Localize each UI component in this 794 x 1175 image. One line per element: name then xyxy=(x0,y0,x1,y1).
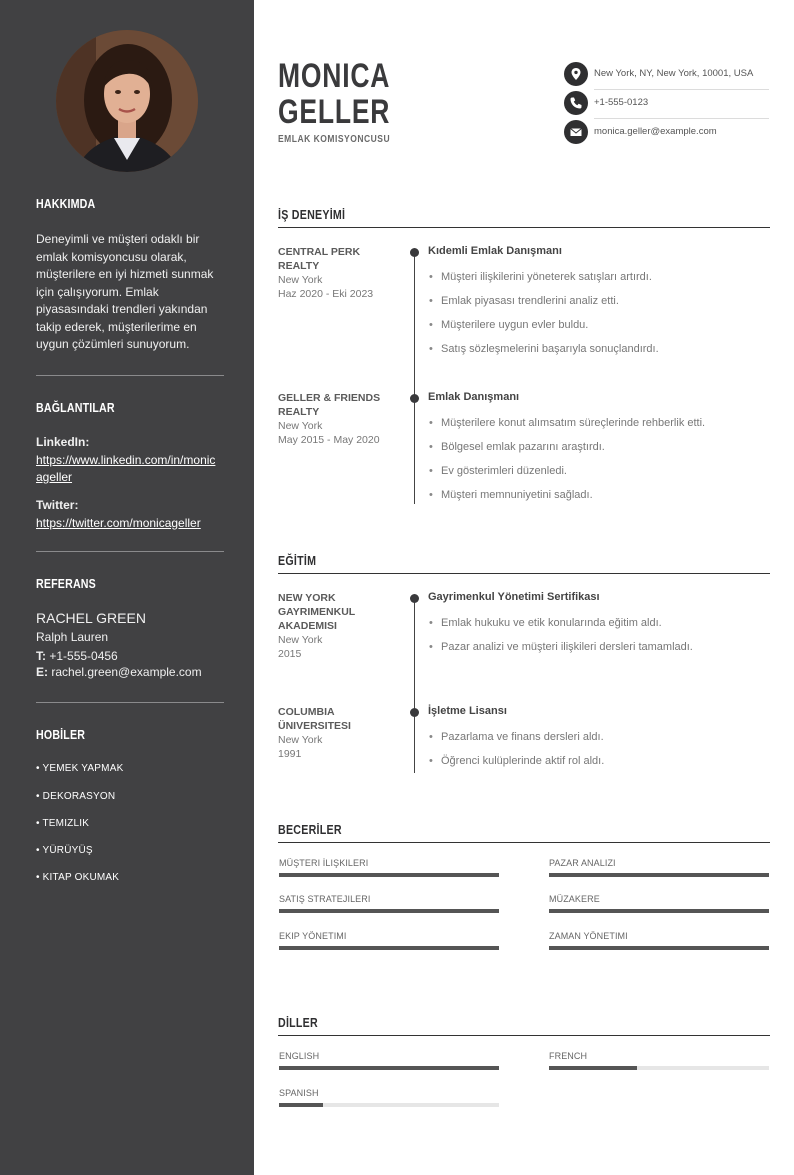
job-title: EMLAK KOMISYONCUSU xyxy=(278,134,391,145)
job-bullet: • Müşterilere uygun evler buldu. xyxy=(429,319,588,331)
skill-bar-fill xyxy=(549,946,769,950)
education-bullet: • Emlak hukuku ve etik konularında eğitim aldı. xyxy=(429,617,662,629)
company-location: New York xyxy=(278,274,323,286)
about-heading: HAKKIMDA xyxy=(36,196,96,211)
timeline-dot xyxy=(410,394,419,403)
section-rule xyxy=(278,573,770,574)
school-location: New York xyxy=(278,734,323,746)
job-bullet: • Müşterilere konut alımsatım süreçlerinde rehberlik etti. xyxy=(429,417,705,429)
education-bullet: • Pazarlama ve finans dersleri aldı. xyxy=(429,731,604,743)
experience-heading: İŞ DENEYİMİ xyxy=(278,207,346,222)
skill-bar-fill xyxy=(549,909,769,913)
skill-name: MÜŞTERI İLIŞKILERI xyxy=(279,858,369,868)
profile-photo xyxy=(56,30,198,172)
job-bullet: • Müşteri memnuniyetini sağladı. xyxy=(429,489,593,501)
experience-org xyxy=(278,245,396,301)
job-bullet: • Satış sözleşmelerini başarıyla sonuçlandırdı. xyxy=(429,343,659,355)
company-location: New York xyxy=(278,420,323,432)
sidebar xyxy=(0,0,254,1175)
skill-bar xyxy=(279,909,499,913)
skill-bar-fill xyxy=(279,909,499,913)
timeline-dot xyxy=(410,708,419,717)
contact-phone xyxy=(564,91,769,120)
reference-email xyxy=(36,664,222,682)
reference-phone xyxy=(36,648,222,666)
contact-email xyxy=(564,120,769,149)
degree-title: İşletme Lisansı xyxy=(428,705,507,717)
language-name: FRENCH xyxy=(549,1051,588,1061)
reference-phone-value: +1-555-0456 xyxy=(49,649,118,663)
school-name: COLUMBIA ÜNIVERSITESI xyxy=(278,706,351,732)
last-name: GELLER xyxy=(278,93,391,131)
job-dates: Haz 2020 - Eki 2023 xyxy=(278,288,374,300)
skill-item xyxy=(279,858,499,868)
divider xyxy=(36,375,224,376)
job-bullet: • Ev gösterimleri düzenledi. xyxy=(429,465,567,477)
twitter-link[interactable]: https://twitter.com/monicageller xyxy=(36,515,201,530)
timeline-dot xyxy=(410,594,419,603)
section-rule xyxy=(278,842,770,843)
education-org xyxy=(278,705,396,761)
hobbies-heading: HOBİLER xyxy=(36,727,86,742)
envelope-icon xyxy=(564,120,588,144)
divider xyxy=(594,118,769,119)
linkedin-block xyxy=(36,434,222,487)
skill-bar-fill xyxy=(279,946,499,950)
company-name: CENTRAL PERK REALTY xyxy=(278,246,361,272)
language-bar xyxy=(549,1066,769,1070)
location-pin-icon xyxy=(564,62,588,86)
skill-bar-fill xyxy=(549,873,769,877)
divider xyxy=(36,551,224,552)
divider xyxy=(36,702,224,703)
first-name: MONICA xyxy=(278,57,391,95)
skill-name: ZAMAN YÖNETIMI xyxy=(549,931,628,941)
email-text[interactable]: monica.geller@example.com xyxy=(594,126,717,137)
hobby-item: • YÜRÜYÜŞ xyxy=(36,845,93,856)
linkedin-link[interactable]: https://www.linkedin.com/in/monicageller xyxy=(36,452,216,484)
language-bar xyxy=(279,1066,499,1070)
school-location: New York xyxy=(278,634,323,646)
skill-item xyxy=(279,931,499,941)
experience-org xyxy=(278,391,396,447)
job-bullet: • Bölgesel emlak pazarını araştırdı. xyxy=(429,441,605,453)
skill-bar-fill xyxy=(279,873,499,877)
reference-name: RACHEL GREEN xyxy=(36,610,146,626)
job-bullet: • Emlak piyasası trendlerini analiz etti. xyxy=(429,295,619,307)
twitter-block xyxy=(36,497,222,532)
language-bar xyxy=(279,1103,499,1107)
skill-item xyxy=(549,858,769,868)
job-role: Kıdemli Emlak Danışmanı xyxy=(428,245,562,257)
school-year: 1991 xyxy=(278,748,302,760)
skill-bar xyxy=(279,946,499,950)
contact-address xyxy=(564,62,769,91)
about-text: Deneyimli ve müşteri odaklı bir emlak komisyoncusu olarak, müşterilere en iyi hizmeti sunmak için çalışıyorum. Emlak piyasasındaki trendleri yakından takip ederek, müşterilerime en uygun çözümleri sunuyorum. xyxy=(36,232,214,351)
skill-name: MÜZAKERE xyxy=(549,894,600,904)
language-name: SPANISH xyxy=(279,1088,319,1098)
reference-phone-label: T: xyxy=(36,649,46,663)
address-text: New York, NY, New York, 10001, USA xyxy=(594,68,754,79)
section-rule xyxy=(278,227,770,228)
skill-item xyxy=(549,894,769,904)
language-bar-fill xyxy=(549,1066,637,1070)
full-name xyxy=(278,58,390,130)
skill-bar xyxy=(549,946,769,950)
education-bullet: • Pazar analizi ve müşteri ilişkileri dersleri tamamladı. xyxy=(429,641,693,653)
company-name: GELLER & FRIENDS REALTY xyxy=(278,392,381,418)
skills-heading: BECERİLER xyxy=(278,822,342,837)
twitter-label: Twitter: xyxy=(36,498,79,512)
job-dates: May 2015 - May 2020 xyxy=(278,434,380,446)
linkedin-label: LinkedIn: xyxy=(36,435,90,449)
reference-company: Ralph Lauren xyxy=(36,630,109,644)
phone-icon xyxy=(564,91,588,115)
education-org xyxy=(278,591,396,661)
reference-email-label: E: xyxy=(36,665,48,679)
education-bullet: • Öğrenci kulüplerinde aktif rol aldı. xyxy=(429,755,604,767)
reference-heading: REFERANS xyxy=(36,576,96,591)
links-heading: BAĞLANTILAR xyxy=(36,400,115,415)
language-bar-fill xyxy=(279,1066,499,1070)
school-name: NEW YORK GAYRIMENKUL AKADEMISI xyxy=(278,592,356,632)
skill-bar xyxy=(549,909,769,913)
degree-title: Gayrimenkul Yönetimi Sertifikası xyxy=(428,591,600,603)
hobby-item: • TEMIZLIK xyxy=(36,818,90,829)
job-role: Emlak Danışmanı xyxy=(428,391,520,403)
language-name: ENGLISH xyxy=(279,1051,320,1061)
skill-name: EKIP YÖNETIMI xyxy=(279,931,347,941)
languages-heading: DİLLER xyxy=(278,1015,318,1030)
section-rule xyxy=(278,1035,770,1036)
language-item xyxy=(549,1051,769,1061)
skill-item xyxy=(549,931,769,941)
education-heading: EĞİTİM xyxy=(278,553,317,568)
skill-item xyxy=(279,894,499,904)
skill-bar xyxy=(279,873,499,877)
skill-name: PAZAR ANALIZI xyxy=(549,858,616,868)
language-bar-fill xyxy=(279,1103,323,1107)
hobby-item: • KITAP OKUMAK xyxy=(36,872,120,883)
timeline-line xyxy=(414,252,415,504)
reference-email-value: rachel.green@example.com xyxy=(51,665,202,679)
language-item xyxy=(279,1088,499,1098)
timeline-dot xyxy=(410,248,419,257)
timeline-line xyxy=(414,598,415,773)
hobby-item: • DEKORASYON xyxy=(36,791,116,802)
hobby-item: • YEMEK YAPMAK xyxy=(36,763,124,774)
skill-bar xyxy=(549,873,769,877)
school-year: 2015 xyxy=(278,648,302,660)
language-item xyxy=(279,1051,499,1061)
job-bullet: • Müşteri ilişkilerini yöneterek satışları artırdı. xyxy=(429,271,652,283)
phone-text: +1-555-0123 xyxy=(594,97,649,108)
skill-name: SATIŞ STRATEJILERI xyxy=(279,894,371,904)
divider xyxy=(594,89,769,90)
